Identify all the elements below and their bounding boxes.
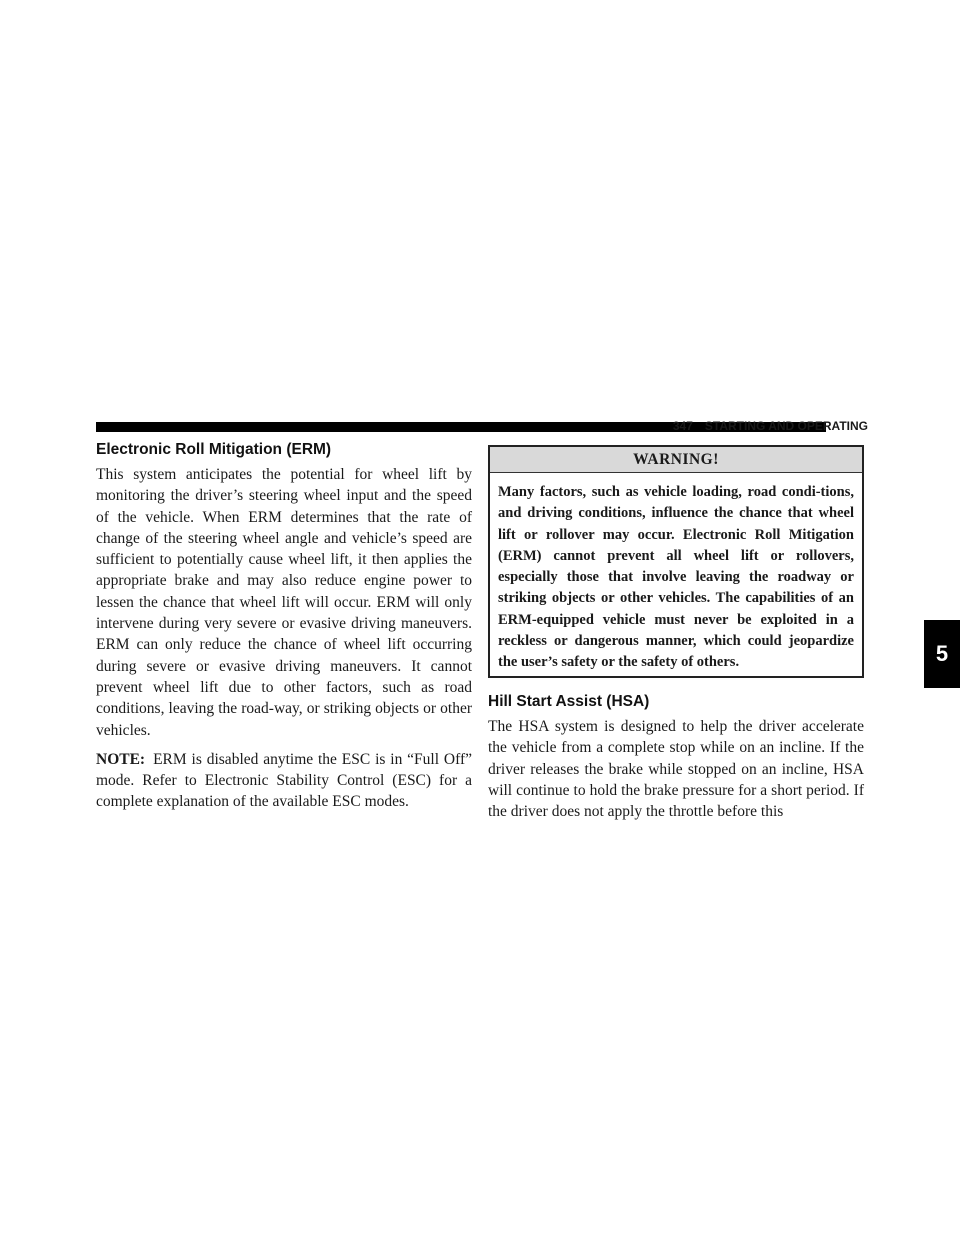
hsa-body: The HSA system is designed to help the driver accelerate the vehicle from a complete stop while on an incline. If the driver releases the brake while stopped on an incline, HSA will continue to hold the brake pressure for a short period. If the driver does not apply the throttle before this	[488, 718, 864, 821]
warning-box	[488, 445, 864, 678]
section-title: STARTING AND OPERATING	[704, 419, 868, 433]
running-header	[672, 417, 868, 435]
hsa-heading: Hill Start Assist (HSA)	[488, 693, 650, 710]
erm-heading: Electronic Roll Mitigation (ERM)	[96, 441, 332, 458]
chapter-tab: 5	[924, 620, 960, 688]
erm-body: This system anticipates the potential for wheel lift by monitoring the driver’s steering wheel input and the speed of the vehicle. When ERM determines that the rate of change of the steering wheel angle and vehicle’s speed are sufficient to potentially cause wheel lift, it then applies the appropriate brake and may also reduce engine power to lessen the chance that wheel lift will occur. ERM will only intervene during very severe or evasive driving maneuvers. ERM can only reduce the chance of wheel lift occurring during severe or evasive driving maneuvers. It cannot prevent wheel lift due to other factors, such as road conditions, leaving the road-way, or striking objects or other vehicles.	[96, 466, 472, 739]
warning-title: WARNING!	[490, 447, 862, 473]
page-number: 347	[672, 419, 693, 433]
right-column	[488, 445, 864, 822]
note-paragraph	[96, 749, 472, 813]
warning-text: Many factors, such as vehicle loading, road condi-tions, and driving conditions, influence the chance that wheel lift or rollover may occur. Electronic Roll Mitigation (ERM) cannot prevent all wheel lift or rollovers, especially those that involve leaving the roadway or striking objects or other vehicles. The capabilities of an ERM-equipped vehicle must never be exploited in a reckless or dangerous manner, which could jeopardize the user’s safety or the safety of others.	[498, 484, 854, 671]
note-label: NOTE:	[96, 750, 146, 768]
left-column	[96, 440, 472, 813]
note-text: ERM is disabled anytime the ESC is in “Full Off” mode. Refer to Electronic Stability Control (ESC) for a complete explanation of the available ESC modes.	[96, 750, 472, 811]
